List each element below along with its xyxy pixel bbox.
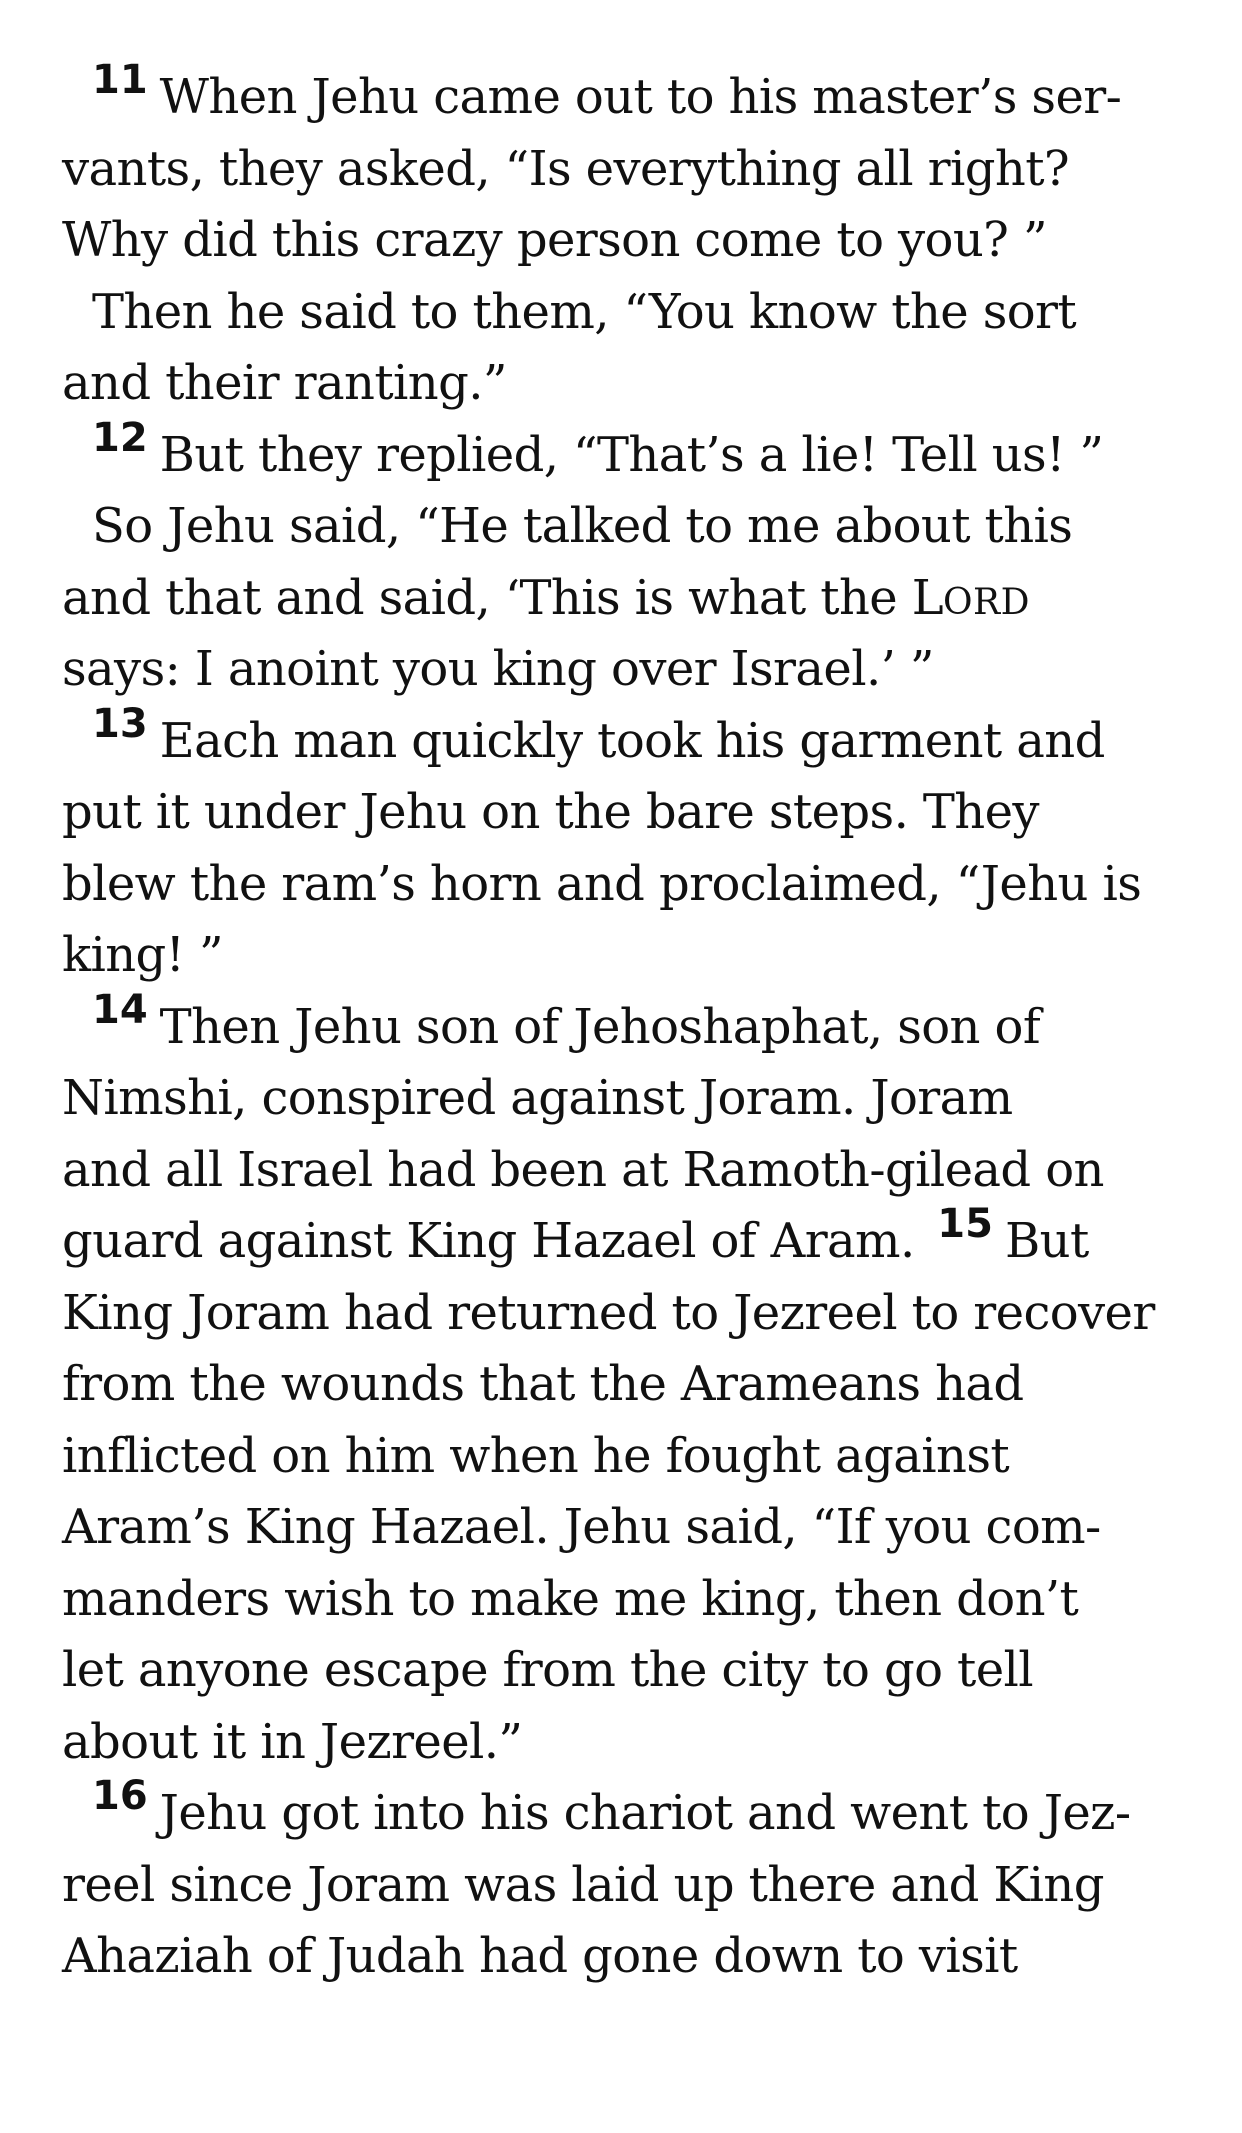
text-line: about it in Jezreel.”	[62, 1713, 523, 1770]
text-line: inflicted on him when he fought against	[62, 1427, 1010, 1484]
text-line: and their ranting.”	[62, 355, 507, 411]
text-line: Then he said to them, “You know the sort	[92, 283, 1077, 340]
verse-number[interactable]: 14	[92, 986, 148, 1033]
verse-11-line	[62, 57, 1202, 134]
text-line: manders wish to make me king, then don’t	[62, 1570, 1079, 1627]
verse-14-line	[62, 986, 1202, 1064]
scripture-text	[62, 57, 1202, 1993]
text-line: Aram’s King Hazael. Jehu said, “If you com-	[62, 1499, 1101, 1555]
text-line: put it under Jehu on the bare steps. They	[62, 784, 1039, 840]
verse-12-line	[62, 414, 1202, 492]
text-line: Ahaziah of Judah had gone down to visit	[62, 1928, 1018, 1984]
text-line: let anyone escape from the city to go tell	[62, 1642, 1034, 1698]
text-line: vants, they asked, “Is everything all right?	[62, 140, 1070, 197]
text-line: When Jehu came out to his master’s ser-	[159, 69, 1122, 125]
text-line: Why did this crazy person come to you? ”	[62, 212, 1047, 268]
text-line: from the wounds that the Arameans had	[62, 1356, 1024, 1412]
verse-number[interactable]: 16	[92, 1773, 148, 1819]
text-line: Then Jehu son of Jehoshaphat, son of	[159, 998, 1040, 1055]
verse-number[interactable]: 12	[92, 414, 148, 461]
small-caps-lord: ORD	[943, 581, 1031, 623]
text-fragment: guard against King Hazael of Aram.	[62, 1213, 915, 1269]
text-line: Each man quickly took his garment and	[159, 712, 1105, 769]
text-line: Nimshi, conspired against Joram. Joram	[62, 1070, 1013, 1126]
text-line: But they replied, “That’s a lie! Tell us! ”	[159, 426, 1104, 483]
verse-number[interactable]: 15	[937, 1201, 993, 1247]
verse-number[interactable]: 11	[92, 57, 148, 103]
text-line: Jehu got into his chariot and went to Jez-	[159, 1785, 1131, 1841]
verse-13-line	[62, 700, 1202, 778]
verse-15-line	[62, 1201, 1202, 1278]
text-line-lord	[62, 563, 1202, 635]
text-line: king! ”	[62, 927, 223, 983]
text-fragment: But	[1004, 1213, 1089, 1269]
text-line: So Jehu said, “He talked to me about this	[92, 498, 1073, 554]
text-line: King Joram had returned to Jezreel to recover	[62, 1284, 1155, 1341]
verse-16-line	[62, 1773, 1202, 1850]
text-line: and all Israel had been at Ramoth-gilead on	[62, 1141, 1104, 1198]
verse-number[interactable]: 13	[92, 700, 148, 747]
text-line: says: I anoint you king over Israel.’ ”	[62, 641, 934, 697]
text-fragment: and that and said, ‘This is what the L	[62, 569, 944, 626]
text-line: reel since Joram was laid up there and King	[62, 1856, 1104, 1913]
text-line: blew the ram’s horn and proclaimed, “Jehu is	[62, 855, 1142, 912]
